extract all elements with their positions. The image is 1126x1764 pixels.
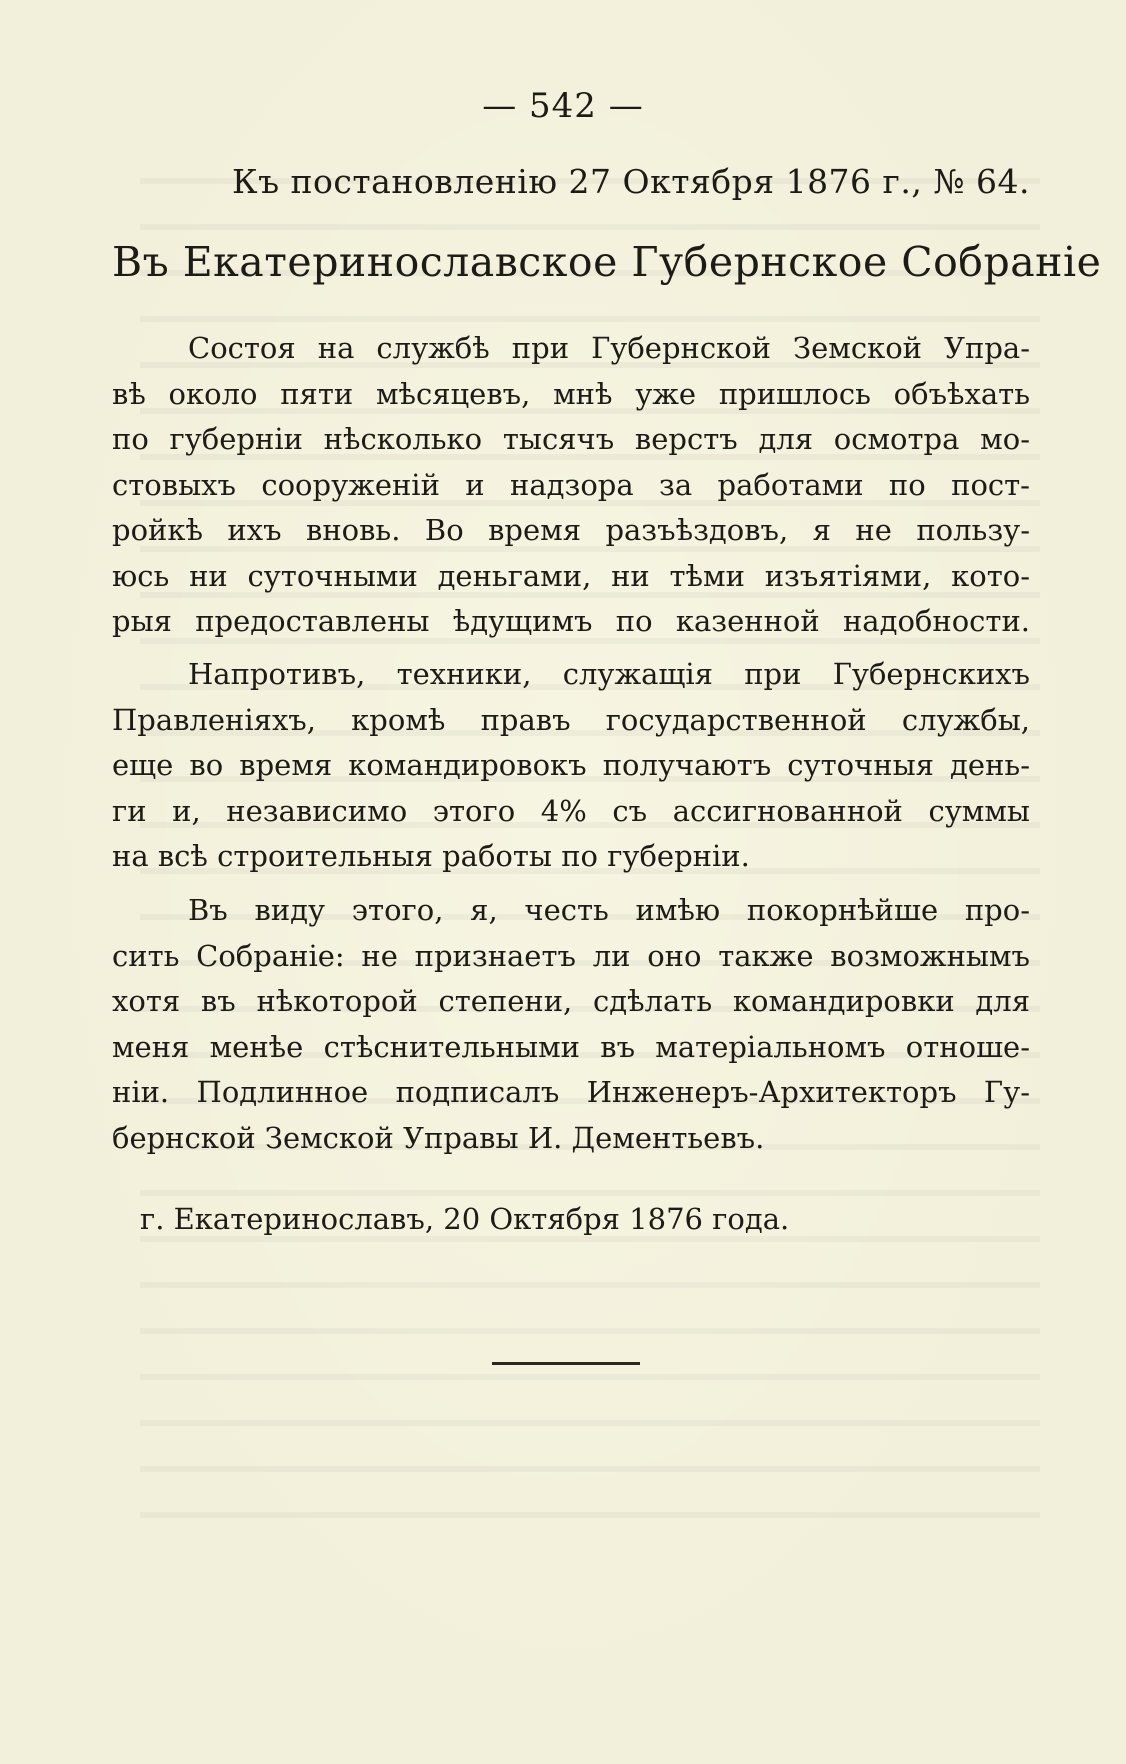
text-line: сить Собраніе: не признаетъ ли оно также возможнымъ [112,938,1030,973]
text-line: Въ виду этого, я, честь имѣю покорнѣйше про- [188,893,1030,927]
end-rule [492,1362,640,1365]
paragraph-1 [112,326,1030,645]
text-line: ніи. Подлинное подписалъ Инженеръ-Архитекторъ Гу- [112,1075,1030,1109]
text-line: бернской Земской Управы И. Дементьевъ. [112,1120,765,1155]
paragraph-2 [112,652,1030,880]
text-line: Состоя на службѣ при Губернской Земской Упра- [188,331,1030,365]
text-line: еще во время командировокъ получаютъ суточныя день- [112,748,1030,782]
text-line: юсь ни суточными деньгами, ни тѣми изъятіями, кото- [112,558,1030,593]
text-line: Правленіяхъ, кромѣ правъ государственной службы, [112,702,1030,737]
resolution-reference: Къ постановленію 27 Октября 1876 г., № 64. [232,162,1030,201]
text-line: Напротивъ, техники, служащія при Губернскихъ [188,657,1030,691]
text-line: ройкѣ ихъ вновь. Во время разъѣздовъ, я не пользу- [112,513,1030,547]
text-line: меня менѣе стѣснительными въ матеріальномъ отноше- [112,1029,1030,1064]
place-and-date: г. Екатеринославъ, 20 Октября 1876 года. [140,1202,790,1236]
text-line: по губерніи нѣсколько тысячъ верстъ для осмотра мо- [112,422,1030,456]
text-line: на всѣ строительныя работы по губерніи. [112,839,750,873]
text-line: хотя въ нѣкоторой степени, сдѣлать командировки для [112,984,1030,1018]
page-number: — 542 — [482,86,644,126]
text-line: стовыхъ сооруженій и надзора за работами по пост- [112,467,1030,502]
text-line: вѣ около пяти мѣсяцевъ, мнѣ уже пришлось объѣхать [112,376,1030,411]
paragraph-3 [112,888,1030,1161]
text-line: рыя предоставлены ѣдущимъ по казенной надобности. [112,604,1030,638]
document-title: Въ Екатеринославское Губернское Собраніе [112,238,1102,286]
text-line: ги и, независимо этого 4% съ ассигнованной суммы [112,793,1030,828]
